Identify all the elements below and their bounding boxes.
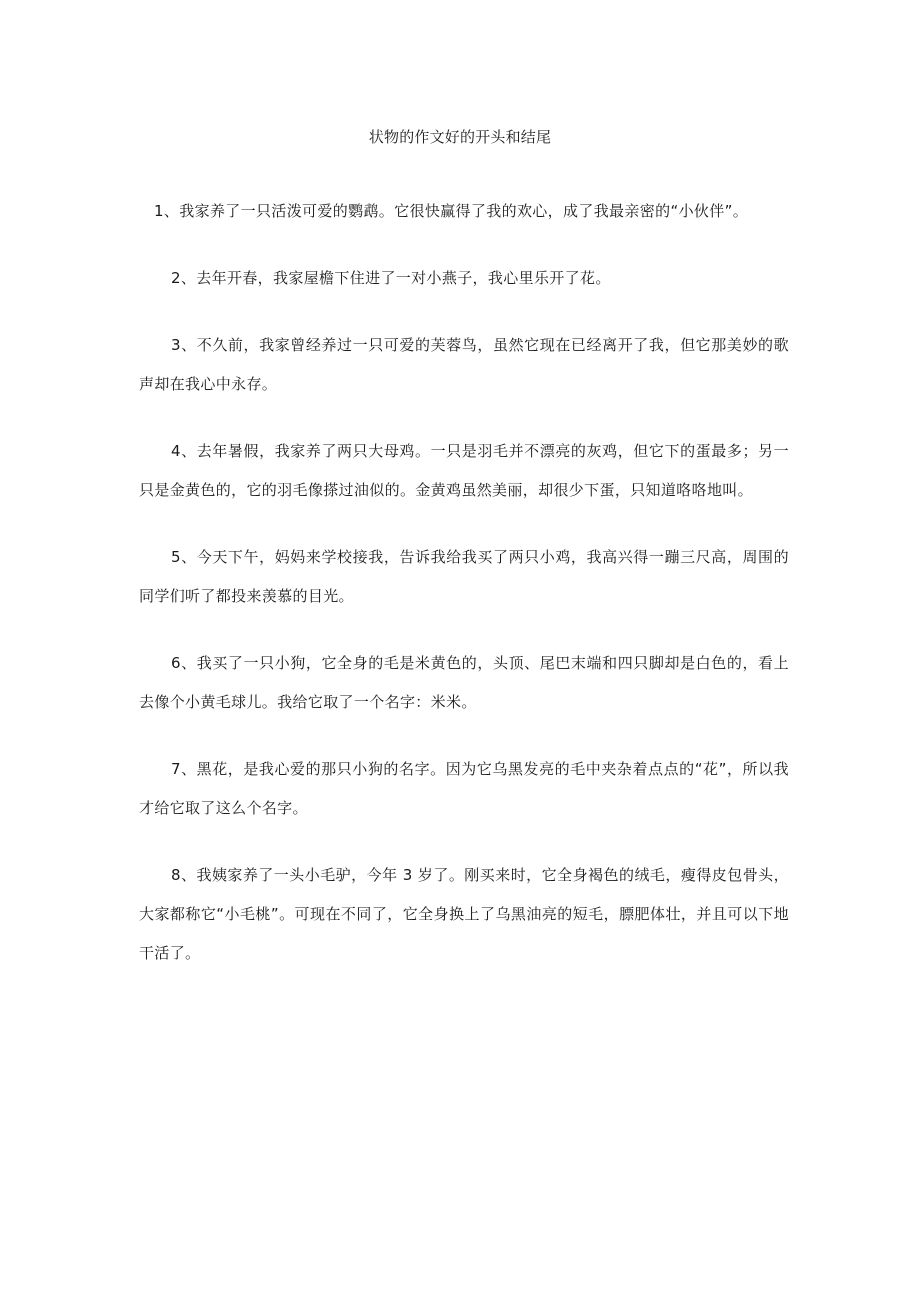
paragraph-5: 5、今天下午，妈妈来学校接我，告诉我给我买了两只小鸡，我高兴得一蹦三尺高，周围的同学们听了都投来羡慕的目光。 <box>139 548 789 605</box>
paragraph-8: 8、我姨家养了一头小毛驴，今年 3 岁了。刚买来时，它全身褐色的绒毛，瘦得皮包骨头，大家都称它“小毛桃”。可现在不同了，它全身换上了乌黑油亮的短毛，膘肥体壮，并且可以下地干活了。 <box>139 866 789 962</box>
paragraph-1: 1、我家养了一只活泼可爱的鹦鹉。它很快赢得了我的欢心，成了我最亲密的“小伙伴”。 <box>154 202 749 220</box>
document-body <box>139 192 789 1001</box>
paragraph-4: 4、去年暑假，我家养了两只大母鸡。一只是羽毛并不漂亮的灰鸡，但它下的蛋最多；另一只是金黄色的，它的羽毛像搽过油似的。金黄鸡虽然美丽，却很少下蛋，只知道咯咯地叫。 <box>139 442 789 499</box>
paragraph-3: 3、不久前，我家曾经养过一只可爱的芙蓉鸟，虽然它现在已经离开了我，但它那美妙的歌声却在我心中永存。 <box>139 336 789 393</box>
paragraph-2: 2、去年开春，我家屋檐下住进了一对小燕子，我心里乐开了花。 <box>171 269 611 287</box>
document-title: 状物的作文好的开头和结尾 <box>368 128 552 146</box>
paragraph-6: 6、我买了一只小狗，它全身的毛是米黄色的，头顶、尾巴末端和四只脚却是白色的，看上去像个小黄毛球儿。我给它取了一个名字：米米。 <box>139 654 789 711</box>
paragraph-7: 7、黑花，是我心爱的那只小狗的名字。因为它乌黑发亮的毛中夹杂着点点的“花”，所以我才给它取了这么个名字。 <box>139 760 789 817</box>
